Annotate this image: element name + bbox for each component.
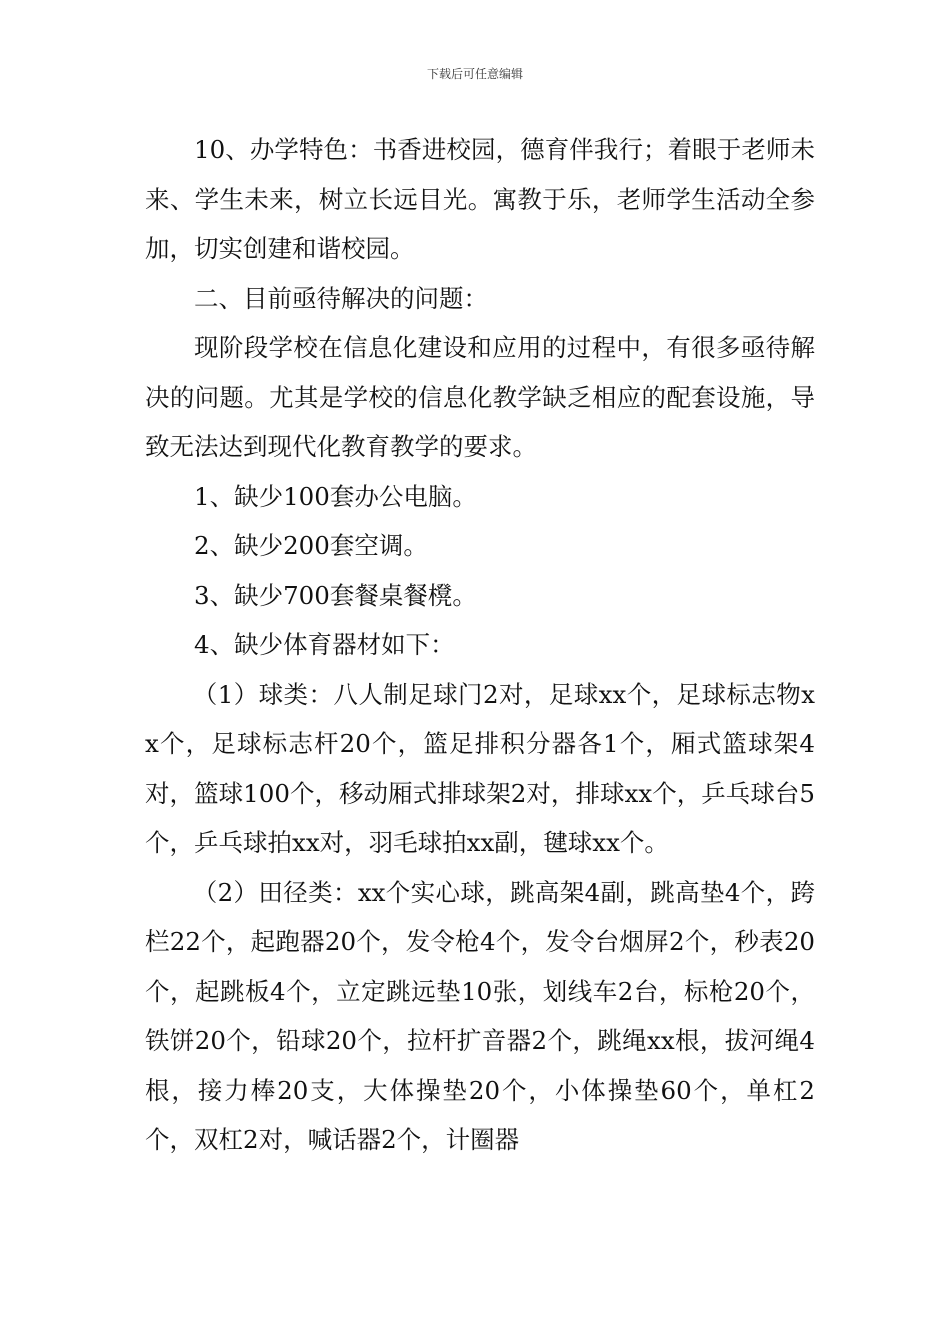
paragraph-current-situation: 现阶段学校在信息化建设和应用的过程中，有很多亟待解决的问题。尤其是学校的信息化教学缺乏相应的配套设施，导致无法达到现代化教育教学的要求。 <box>145 333 815 461</box>
list-item-air-conditioners: 2、缺少200套空调。 <box>194 531 428 560</box>
list-item-computers: 1、缺少100套办公电脑。 <box>194 481 477 511</box>
document-body <box>145 125 815 1165</box>
paragraph-school-features: 10、办学特色：书香进校园，德育伴我行；着眼于老师未来、学生未来，树立长远目光。寓教于乐，老师学生活动全参加，切实创建和谐校园。 <box>145 135 815 263</box>
list-item-sports-equipment: 4、缺少体育器材如下： <box>194 630 455 659</box>
page-header-note: 下载后可任意编辑 <box>426 67 523 81</box>
list-item-dining-tables: 3、缺少700套餐桌餐櫈。 <box>194 580 477 610</box>
paragraph-ball-equipment: （1）球类：八人制足球门2对，足球xx个，足球标志物xx个，足球标志杆20个，篮足排积分器各1个，厢式篮球架4对，篮球100个，移动厢式排球架2对，排球xx个，乒乓球台5个，乒乓球拍xx对，羽毛球拍xx副，毽球xx个。 <box>145 679 815 857</box>
paragraph-track-field-equipment: （2）田径类：xx个实心球，跳高架4副，跳高垫4个，跨栏22个，起跑器20个，发令枪4个，发令台烟屏2个，秒表20个，起跳板4个，立定跳远垫10张，划线车2台，标枪20个，铁饼20个，铅球20个，拉杆扩音器2个，跳绳xx根，拔河绳4根，接力棒20支，大体操垫20个，小体操垫60个，单杠2个，双杠2对，喊话器2个，计圈器 <box>145 877 815 1154</box>
section-heading-urgent-problems: 二、目前亟待解决的问题： <box>194 283 488 313</box>
